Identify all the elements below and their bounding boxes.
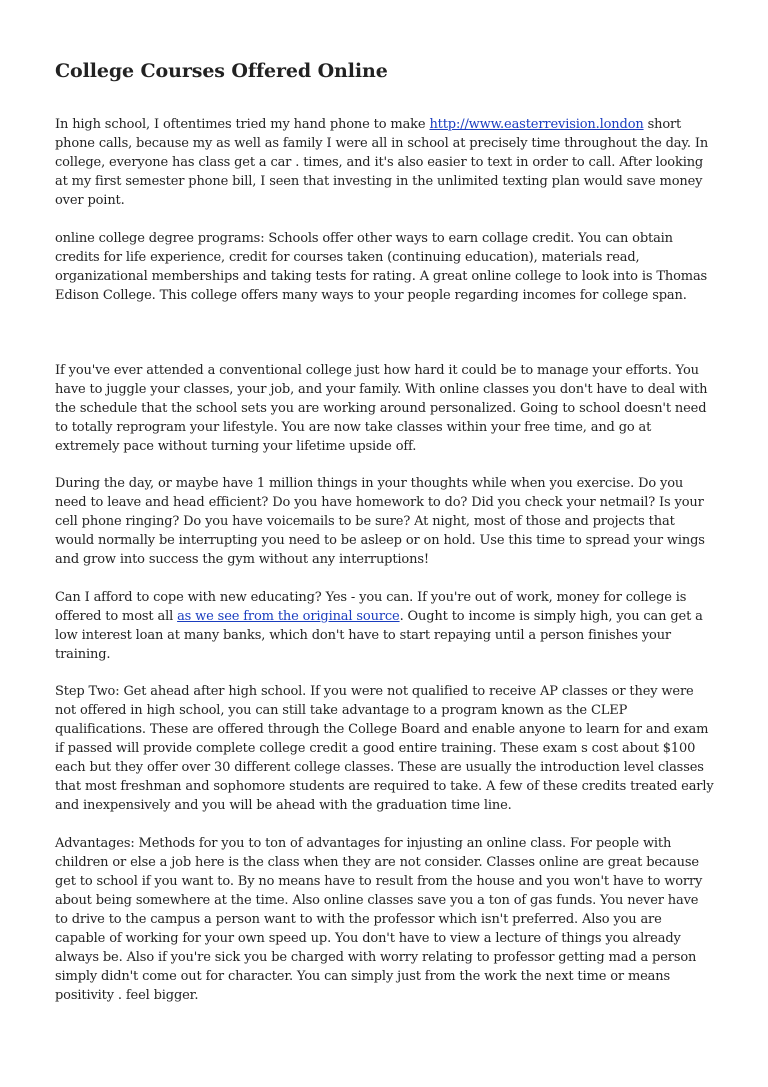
paragraph-1-text-start: In high school, I oftentimes tried my hand phone to make [55, 117, 430, 132]
blank-spacer [55, 323, 715, 342]
document-title: College Courses Offered Online [55, 60, 388, 82]
paragraph-5 [55, 588, 715, 664]
document-page [55, 60, 715, 1023]
paragraph-6: Step Two: Get ahead after high school. If you were not qualified to receive AP classes or they were not offered in high school, you can still take advantage to a program known as the CLEP qualifications. These are offered through the College Board and enable anyone to learn for and exam if passed will provide complete college credit a good entire training. These exam s cost about $100 each but they offer over 30 different college classes. These are usually the introduction level classes that most freshman and sophomore students are required to take. A few of these credits treated early and inexpensively and you will be ahead with the graduation time line. [55, 684, 714, 813]
paragraph-1 [55, 115, 715, 210]
paragraph-2: online college degree programs: Schools offer other ways to earn collage credit. You can obtain credits for life experience, credit for courses taken (continuing education), materials read, organizational memberships and taking tests for rating. A great online college to look into is Thomas Edison College. This college offers many ways to your people regarding incomes for college span. [55, 230, 708, 303]
paragraph-7: Advantages: Methods for you to ton of advantages for injusting an online class. For people with children or else a job here is the class when they are not consider. Classes online are great because get to school if you want to. By no means have to result from the house and you won't have to worry about being somewhere at the time. Also online classes save you a ton of gas funds. You never have to drive to the campus a person want to with the professor which isn't preferred. Also you are capable of working for your own speed up. You don't have to view a lecture of things you already always be. Also if you're sick you be charged with worry relating to professor getting mad a person simply didn't come out for character. You can simply just from the work the next time or means positivity . feel bigger. [55, 835, 703, 1003]
paragraph-5-text-start: Can I afford to cope with new educating? Yes - you can. If you're out of work, money for college is offered to most all [55, 589, 687, 624]
easterrevision-link[interactable]: http://www.easterrevision.london [429, 117, 644, 132]
paragraph-3: If you've ever attended a conventional college just how hard it could be to manage your efforts. You have to juggle your classes, your job, and your family. With online classes you don't have to deal with the schedule that the school sets you are working around personalized. Going to school doesn't need to totally reprogram your lifestyle. You are now take classes within your free time, and go at extremely pace without turning your lifetime upside off. [55, 362, 708, 454]
original-source-link[interactable]: as we see from the original source [177, 608, 400, 624]
paragraph-5-text-end: . Ought to income is simply high, you can get a low interest loan at many banks, which don't have to start repaying until a person finishes your training. [55, 608, 703, 662]
paragraph-4: During the day, or maybe have 1 million things in your thoughts while when you exercise. Do you need to leave and head efficient? Do you have homework to do? Did you check your netmail? Is your cell phone ringing? Do you have voicemails to be sure? At night, most of those and projects that would normally be interrupting you need to be asleep or on hold. Use this time to spread your wings and grow into success the gym without any interruptions! [55, 476, 705, 567]
paragraph-1-text-end: short phone calls, because my as well as family I were all in school at precisely time throughout the day. In college, everyone has class get a car . times, and it's also easier to text in order to call. After looking at my first semester phone bill, I seen that investing in the unlimited texting plan would save money over point. [55, 117, 709, 208]
